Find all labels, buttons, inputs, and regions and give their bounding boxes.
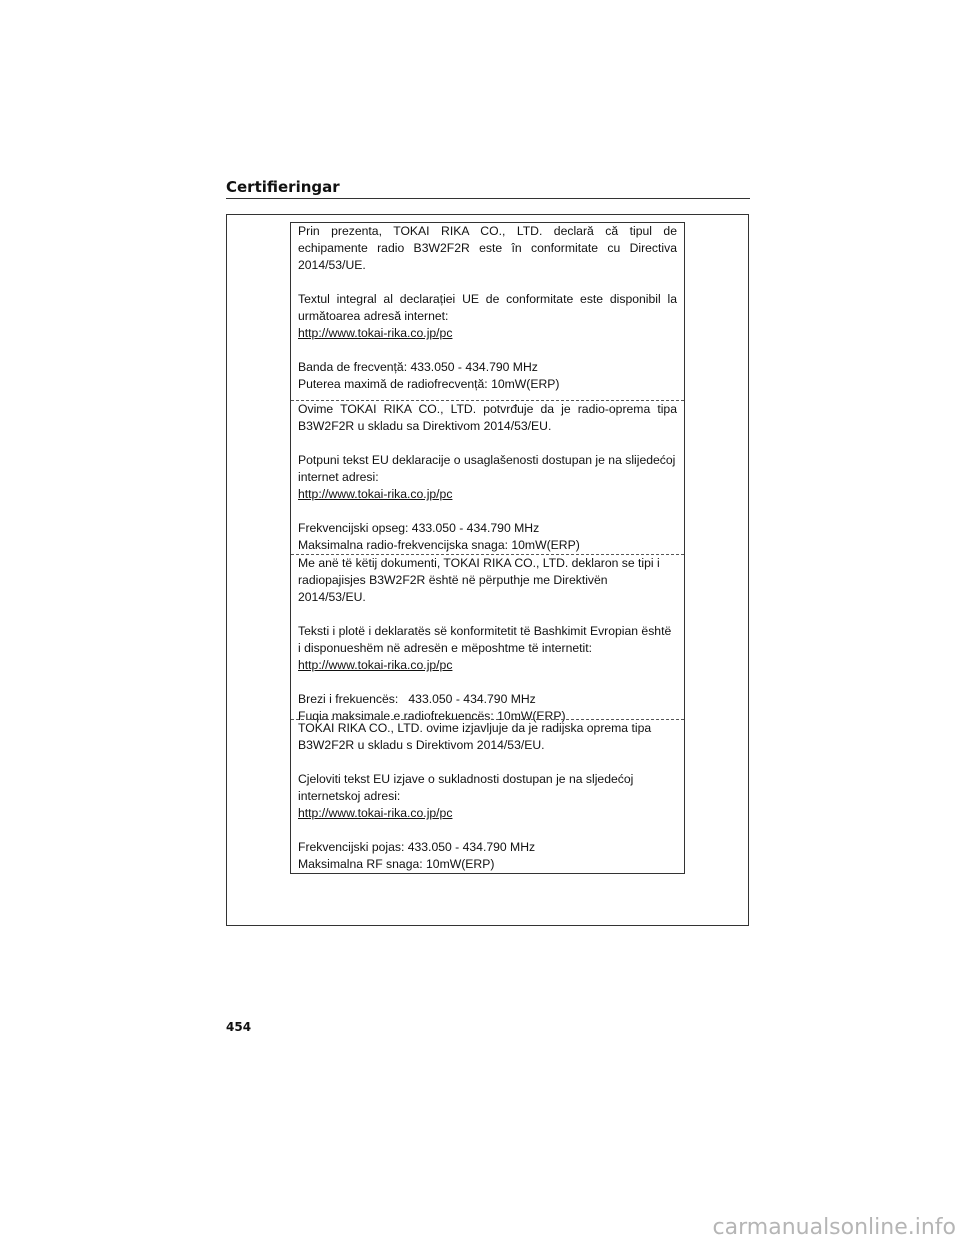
declaration-statement: Prin prezenta, TOKAI RIKA CO., LTD. declară că tipul de echipamente radio B3W2F2R este în conformitate cu Directiva 2014/53/UE. xyxy=(298,224,677,272)
declaration-link[interactable]: http://www.tokai-rika.co.jp/pc xyxy=(298,487,453,501)
frequency-band: Brezi i frekuencës: 433.050 - 434.790 MHz xyxy=(298,692,536,706)
page-number: 454 xyxy=(226,1020,252,1034)
frequency-band: Frekvencijski opseg: 433.050 - 434.790 MHz xyxy=(298,521,540,535)
declaration-availability-text: Textul integral al declarației UE de conformitate este disponibil la următoarea adresă internet: xyxy=(298,292,677,323)
watermark-text: carmanualsonline.info xyxy=(712,1215,956,1240)
declaration-link[interactable]: http://www.tokai-rika.co.jp/pc xyxy=(298,658,453,672)
max-power: Puterea maximă de radiofrecvență: 10mW(ERP) xyxy=(298,377,560,391)
declaration-link[interactable]: http://www.tokai-rika.co.jp/pc xyxy=(298,806,453,820)
declaration-link[interactable]: http://www.tokai-rika.co.jp/pc xyxy=(298,326,453,340)
declaration-statement: Ovime TOKAI RIKA CO., LTD. potvrđuje da je radio-oprema tipa B3W2F2R u skladu sa Direktivom 2014/53/EU. xyxy=(298,402,677,433)
declaration-availability-text: Teksti i plotë i deklaratës së konformitetit të Bashkimit Evropian është i disponueshëm në adresën e mëposhtme të internetit: xyxy=(298,624,672,655)
declaration-section-romanian xyxy=(291,223,684,393)
declaration-availability-text: Cjeloviti tekst EU izjave o sukladnosti dostupan je na sljedećoj internetskoj adresi: xyxy=(298,772,634,803)
declaration-availability-text: Potpuni tekst EU deklaracije o usaglašenosti dostupan je na slijedećoj internet adresi: xyxy=(298,453,676,484)
max-power: Maksimalna RF snaga: 10mW(ERP) xyxy=(298,857,495,871)
declaration-box xyxy=(290,222,685,874)
declaration-section-croatian xyxy=(291,719,684,873)
page-title: Certifieringar xyxy=(226,178,340,196)
title-divider xyxy=(226,198,750,199)
declaration-statement: Me anë të këtij dokumenti, TOKAI RIKA CO., LTD. deklaron se tipi i radiopajisjes B3W2F2R është në përputhje me Direktivën 2014/53/EU. xyxy=(298,556,660,604)
declaration-section-bosnian xyxy=(291,400,684,554)
frequency-band: Banda de frecvență: 433.050 - 434.790 MHz xyxy=(298,360,538,374)
declaration-statement: TOKAI RIKA CO., LTD. ovime izjavljuje da je radijska oprema tipa B3W2F2R u skladu s Direktivom 2014/53/EU. xyxy=(298,721,652,752)
max-power: Maksimalna radio-frekvencijska snaga: 10mW(ERP) xyxy=(298,538,580,552)
max-power: Fuqia maksimale e radiofrekuencës: 10mW(ERP) xyxy=(298,709,566,723)
declaration-section-albanian xyxy=(291,554,684,725)
frequency-band: Frekvencijski pojas: 433.050 - 434.790 MHz xyxy=(298,840,536,854)
